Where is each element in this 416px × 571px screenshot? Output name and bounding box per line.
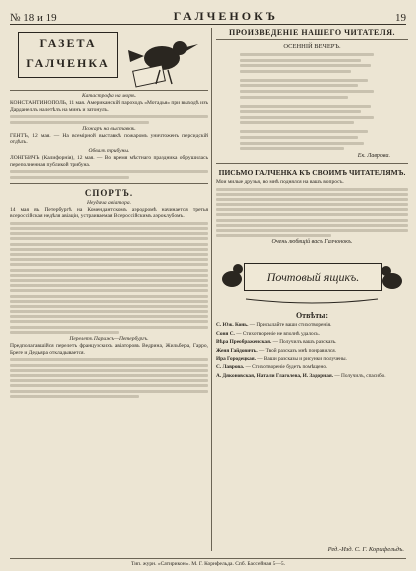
section-rule [10, 183, 208, 184]
sport-article-text-lines [10, 222, 208, 334]
gazette-title-line1: ГАЗЕТА [39, 36, 97, 50]
printer-colophon: Тип. журн. «Сатирикон». М. Г. Корнфельда. Спб. Бассейная 5—5. [10, 558, 406, 567]
answers-list [216, 322, 408, 379]
section-heading-collapse: Обвалъ трибуны. [88, 147, 130, 154]
answer-item: Ира Городецкая. — Ваши разсказы и рисунки получены. [216, 356, 347, 362]
sport-heading: СПОРТЪ. [84, 187, 134, 198]
left-column [10, 28, 208, 553]
letter-signature: Очень любящій васъ Галчонокъ. [271, 239, 353, 246]
sport-article-lead: 14 мая въ Петербургѣ на Комендантскомъ аэродромѣ начинается третья всероссійская недѣля авіаціи, устраиваемая Всероссійскимъ аэроклубомъ. [10, 206, 208, 220]
jackdaw-with-newspaper-illustration [120, 28, 206, 88]
letter-text-lines [216, 188, 408, 238]
flight-subheading: Перелетъ Парижъ—Петербургъ. [69, 336, 149, 342]
article-catastrophe-text-lines [10, 115, 208, 123]
section-rule [216, 163, 408, 164]
editor-signature: Ред.-Изд. С. Г. Корифельдъ. [327, 546, 404, 553]
poem-body [216, 53, 408, 150]
flight-article-text-lines [10, 358, 208, 397]
section-heading-fire: Пожаръ на выставкѣ. [82, 125, 136, 132]
mailbox-banner: Почтовый ящикъ. [244, 263, 382, 291]
article-collapse: ЛОНГБИЧЪ (Калифорнія), 12 мая. — Во время мѣстнаго праздника обрушилась переполненная публикой трибуна. [10, 154, 208, 168]
sport-subheading: Неудача авіатора. [86, 199, 132, 206]
gazette-title-box [18, 32, 118, 78]
letter-heading: ПИСЬМО ГАЛЧЕНКА КЪ СВОИМЪ ЧИТАТЕЛЯМЪ. [218, 167, 406, 177]
answer-item: С. Лаврова. — Стихотвореніе будетъ помѣщено. [216, 364, 328, 371]
poem-title: ОСЕННІЙ ВЕЧЕРЪ. [283, 43, 341, 50]
poem-author: Ек. Лаврова. [357, 152, 390, 159]
journal-title: ГАЛЧЕНОКЪ [173, 9, 278, 23]
right-column [216, 28, 408, 553]
column-divider [211, 28, 212, 551]
answers-heading: Отвѣты: [295, 311, 329, 321]
article-fire: ГЕНТЪ, 12 мая. — На всемірной выставкѣ пожаромъ уничтоженъ персидскій отдѣлъ. [10, 132, 208, 146]
section-heading-catastrophe: Катастрофа на морѣ. [81, 93, 137, 99]
answer-item: С. Юж. Конь. — Присылайте ваши стихотворенія. [216, 322, 332, 329]
answer-item: А. Дяконовская, Натали Глаголева, И. Задорная. — Получилъ, спасибо. [216, 372, 386, 379]
mailbox-illustration [216, 249, 408, 307]
flight-article-lead: Предполагавшійся перелетъ французскихъ авіаторовъ Ведрина, Жильбера, Гарро, Бреге и Дедьяра откладывается. [10, 343, 208, 356]
reader-work-heading: ПРОИЗВЕДЕНІЕ НАШЕГО ЧИТАТЕЛЯ. [216, 28, 408, 40]
article-collapse-text-lines [10, 170, 208, 178]
article-catastrophe: КОНСТАНТИНОПОЛЬ, 11 мая. Американскій пароходъ «Мотадья» при выходѣ изъ Дарданеллъ налетѣлъ на минъ и затонулъ. [10, 100, 208, 113]
letter-lead: Мои милые друзья, во мнѣ поднялся на вашъ вопросъ. [216, 178, 344, 185]
issue-number: № 18 и 19 [10, 12, 57, 24]
gazette-masthead [10, 28, 208, 91]
page-number: 19 [395, 12, 406, 24]
gazette-title-line2: ГАЛЧЕНКА [26, 56, 110, 70]
answer-item: Соня С. — Стихотвореніе не вполнѣ удалось. [216, 330, 320, 337]
answer-item: Вѣра Преображенская. — Получилъ вашъ разсказъ. [216, 339, 337, 346]
running-head [10, 6, 406, 25]
answer-item: Женя Гайдовичъ. — Твой разсказъ мнѣ понравился. [216, 347, 337, 354]
